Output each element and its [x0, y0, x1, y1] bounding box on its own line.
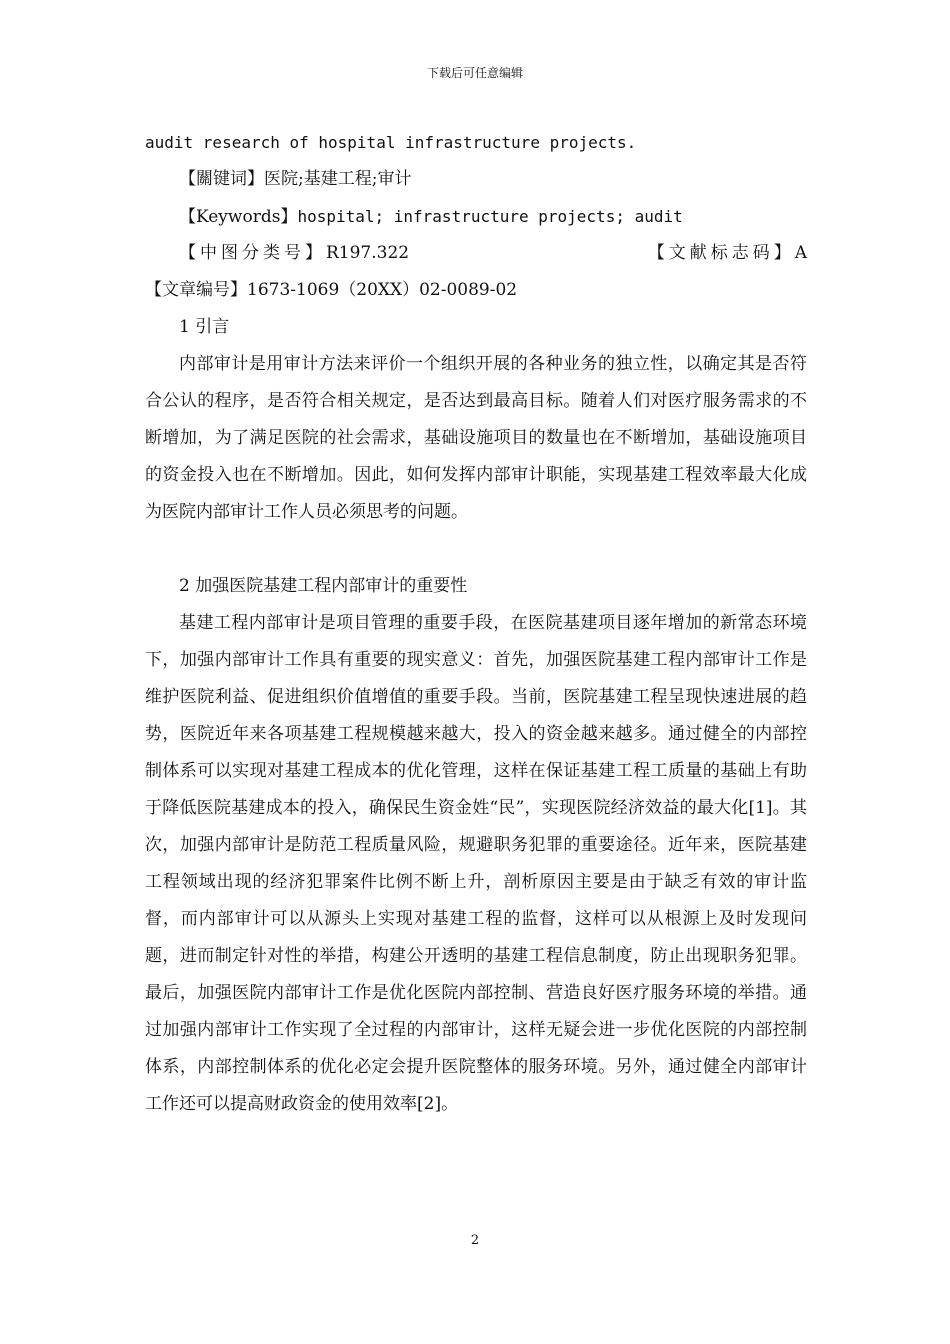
classification-value: R197.322 — [326, 243, 410, 263]
keywords-cn-value: 医院;基建工程;审计 — [264, 169, 412, 189]
doc-code-value: A — [794, 243, 807, 263]
section-1-body — [145, 346, 807, 531]
classification-label: 【中图分类号】 — [179, 243, 326, 263]
article-number-value: 1673-1069（20XX）02-0089-02 — [247, 280, 518, 300]
spacer — [145, 531, 807, 568]
page-number: 2 — [470, 1233, 480, 1248]
page-header: 下载后可任意编辑 — [426, 66, 523, 80]
classification-row — [145, 235, 807, 272]
section-2-paragraph: 基建工程内部审计是项目管理的重要手段，在医院基建项目逐年增加的新常态环境下，加强内部审计工作具有重要的现实意义：首先，加强医院基建工程内部审计工作是维护医院利益、促进组织价值增值的重要手段。当前，医院基建工程呈现快速进展的趋势，医院近年来各项基建工程规模越来越大，投入的资金越来越多。通过健全的内部控制体系可以实现对基建工程成本的优化管理，这样在保证基建工程工质量的基础上有助于降低医院基建成本的投入，确保民生资金姓“民”，实现医院经济效益的最大化[1]。其次，加强内部审计是防范工程质量风险，规避职务犯罪的重要途径。近年来，医院基建工程领域出现的经济犯罪案件比例不断上升，剖析原因主要是由于缺乏有效的审计监督，而内部审计可以从源头上实现对基建工程的监督，这样可以从根源上及时发现问题，进而制定针对性的举措，构建公开透明的基建工程信息制度，防止出现职务犯罪。最后，加强医院内部审计工作是优化医院内部控制、营造良好医疗服务环境的举措。通过加强内部审计工作实现了全过程的内部审计，这样无疑会进一步优化医院的内部控制体系，内部控制体系的优化必定会提升医院整体的服务环境。另外，通过健全内部审计工作还可以提高财政资金的使用效率[2]。 — [145, 613, 807, 1114]
classification — [179, 235, 409, 272]
document-body — [145, 124, 807, 1123]
article-number-label: 【文章编号】 — [145, 280, 247, 300]
keywords-en-label: 【Keywords】 — [179, 207, 298, 227]
keywords-en — [145, 198, 807, 235]
section-1-paragraph: 内部审计是用审计方法来评价一个组织开展的各种业务的独立性，以确定其是否符合公认的程序，是否符合相关规定，是否达到最高目标。随着人们对医疗服务需求的不断增加，为了满足医院的社会需求，基础设施项目的数量也在不断增加，基础设施项目的资金投入也在不断增加。因此，如何发挥内部审计职能，实现基建工程效率最大化成为医院内部审计工作人员必须思考的问题。 — [145, 354, 807, 522]
keywords-cn-label: 【關键词】 — [179, 169, 264, 189]
section-1-heading: 1 引言 — [179, 317, 230, 337]
keywords-en-value: hospital; infrastructure projects; audit — [297, 207, 683, 226]
section-2-heading: 2 加强医院基建工程内部审计的重要性 — [179, 576, 468, 596]
article-number — [145, 272, 807, 309]
doc-code-label: 【文献标志码】 — [647, 243, 795, 263]
abstract-tail: audit research of hospital infrastructure projects. — [145, 133, 637, 152]
section-2-body — [145, 605, 807, 1123]
doc-code — [648, 235, 807, 272]
keywords-cn — [145, 161, 807, 198]
